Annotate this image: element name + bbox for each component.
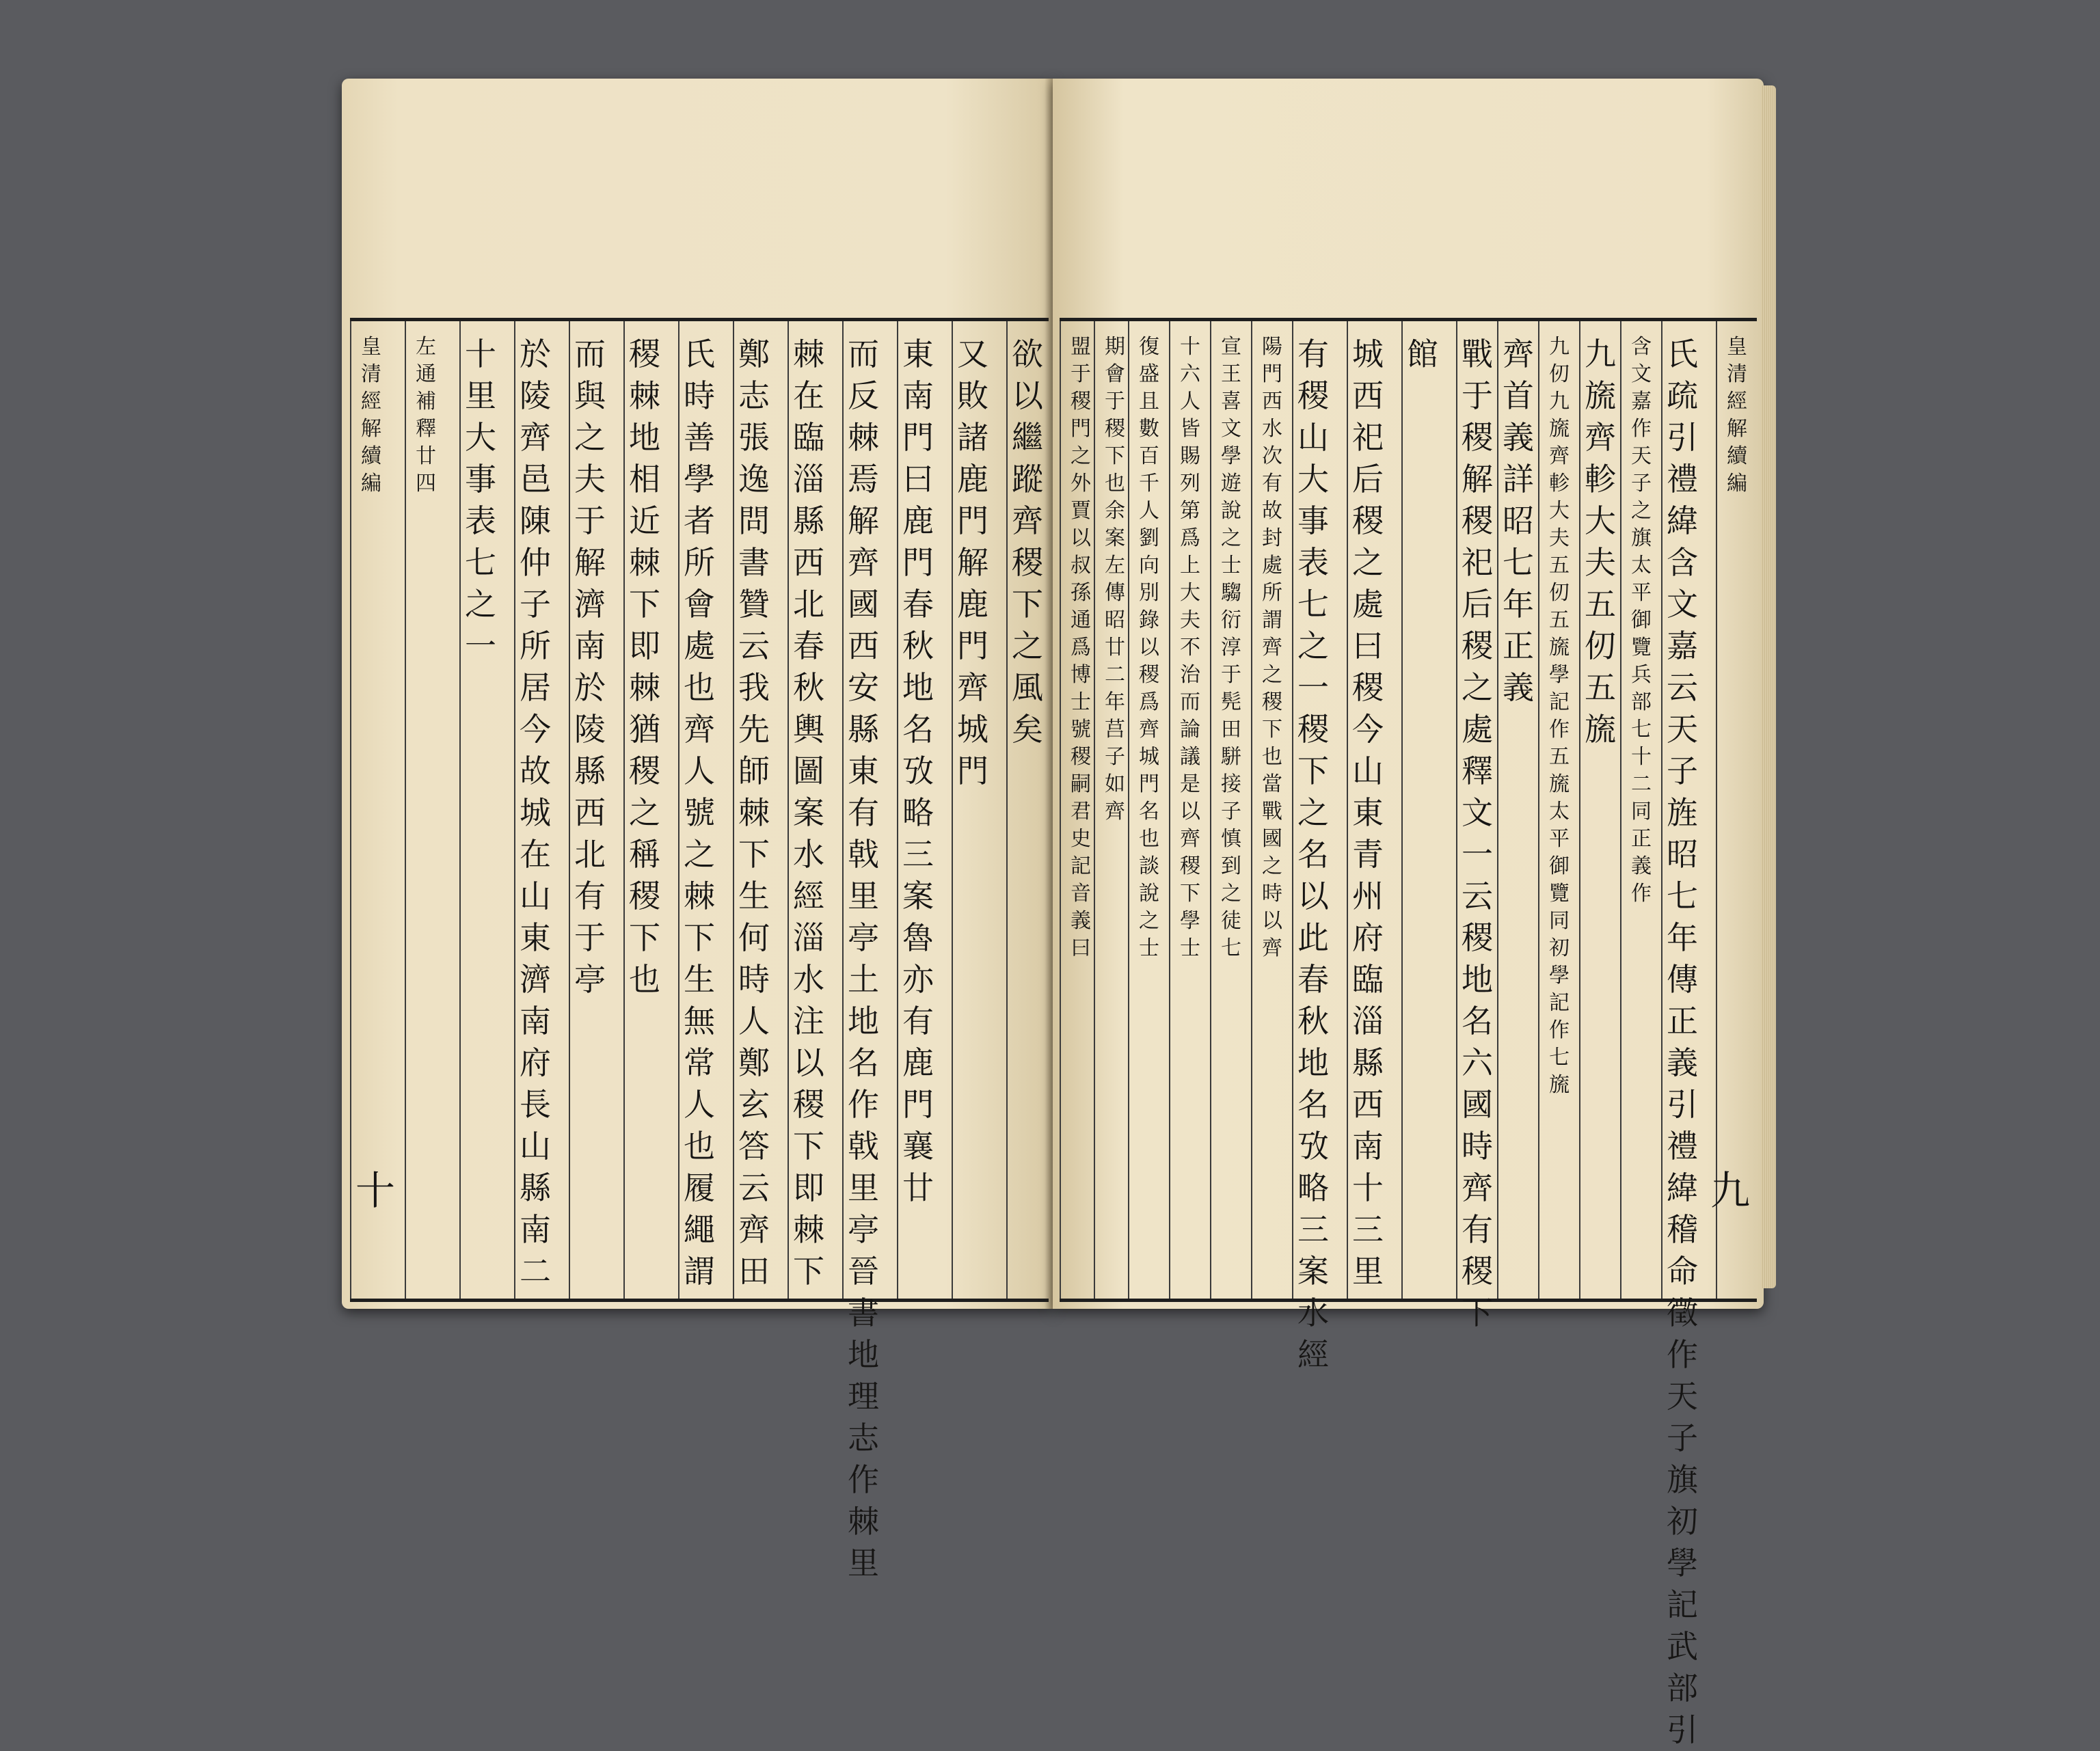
text-column: 鄭志張逸問書贊云我先師棘下生何時人鄭玄答云齊田 xyxy=(733,321,774,1299)
text-column: 齊首義詳昭七年正義 xyxy=(1497,321,1538,1299)
right-page xyxy=(1053,79,1764,1748)
section-label-column: 左通補釋廿四 xyxy=(405,321,446,1299)
text-column: 館 xyxy=(1401,321,1442,1299)
folio-number: 九 xyxy=(1710,1167,1750,1214)
text-column: 十里大事表七之一 xyxy=(459,321,500,1299)
text-column: 戰于稷解稷祀后稷之處釋文一云稷地名六國時齊有稷下 xyxy=(1456,321,1497,1299)
open-book xyxy=(342,79,1764,1748)
annotation-column: 宣王喜文學遊說之士騶衍淳于髡田駢接子慎到之徒七 xyxy=(1210,321,1251,1299)
annotation-column: 十六人皆賜列第爲上大夫不治而論議是以齊稷下學士 xyxy=(1169,321,1210,1299)
left-text-frame xyxy=(350,318,1049,1582)
book-title-column: 皇清經解續編 xyxy=(1716,321,1757,1299)
annotation-column: 九仞九旒齊軫大夫五仞五旒學記作五旒太平御覽同初學記作七旒 xyxy=(1538,321,1579,1299)
annotation-column: 陽門西水次有故封處所謂齊之稷下也當戰國之時以齊 xyxy=(1251,321,1292,1299)
annotation-column: 期會于稷下也余案左傳昭廿二年莒子如齊 xyxy=(1094,321,1135,1299)
text-column: 於陵齊邑陳仲子所居今故城在山東濟南府長山縣南二 xyxy=(514,321,555,1299)
text-column: 欲以繼蹤齊稷下之風矣 xyxy=(1006,321,1047,1299)
folio-number: 十 xyxy=(355,1167,396,1214)
right-text-frame xyxy=(1060,318,1757,1748)
text-column: 而與之夫于解濟南於陵縣西北有于亭 xyxy=(569,321,610,1299)
text-column: 東南門曰鹿門春秋地名攷略三案魯亦有鹿門襄廿 xyxy=(897,321,938,1299)
annotation-column: 復盛且數百千人劉向別錄以稷爲齊城門名也談說之士 xyxy=(1128,321,1169,1299)
text-column: 城西祀后稷之處曰稷今山東青州府臨淄縣西南十三里 xyxy=(1347,321,1388,1299)
page-edges xyxy=(1761,85,1776,1288)
left-page xyxy=(342,79,1053,1582)
text-column: 氏時善學者所會處也齊人號之棘下生無常人也履繩謂 xyxy=(678,321,719,1299)
text-column: 稷棘地相近棘下即棘猶稷之稱稷下也 xyxy=(623,321,664,1299)
book-title-column: 皇清經解續編 xyxy=(350,321,391,1299)
annotation-column: 盟于稷門之外賈以叔孫通爲博士號稷嗣君史記音義曰 xyxy=(1060,321,1101,1299)
text-column: 棘在臨淄縣西北春秋輿圖案水經淄水注以稷下即棘下 xyxy=(788,321,829,1299)
text-column: 又敗諸鹿門解鹿門齊城門 xyxy=(952,321,993,1299)
annotation-column: 含文嘉作天子之旗太平御覽兵部七十二同正義作 xyxy=(1620,321,1661,1299)
text-column: 而反棘焉解齊國西安縣東有戟里亭土地名作戟里亭晉書地理志作棘里 xyxy=(842,321,883,1299)
text-column: 有稷山大事表七之一稷下之名以此春秋地名攷略三案水經 xyxy=(1292,321,1333,1299)
text-column: 氏疏引禮緯含文嘉云天子旌昭七年傳正義引禮緯稽命徵作天子旗初學記武部引 xyxy=(1661,321,1702,1299)
text-column: 九旒齊軫大夫五仞五旒 xyxy=(1579,321,1620,1299)
